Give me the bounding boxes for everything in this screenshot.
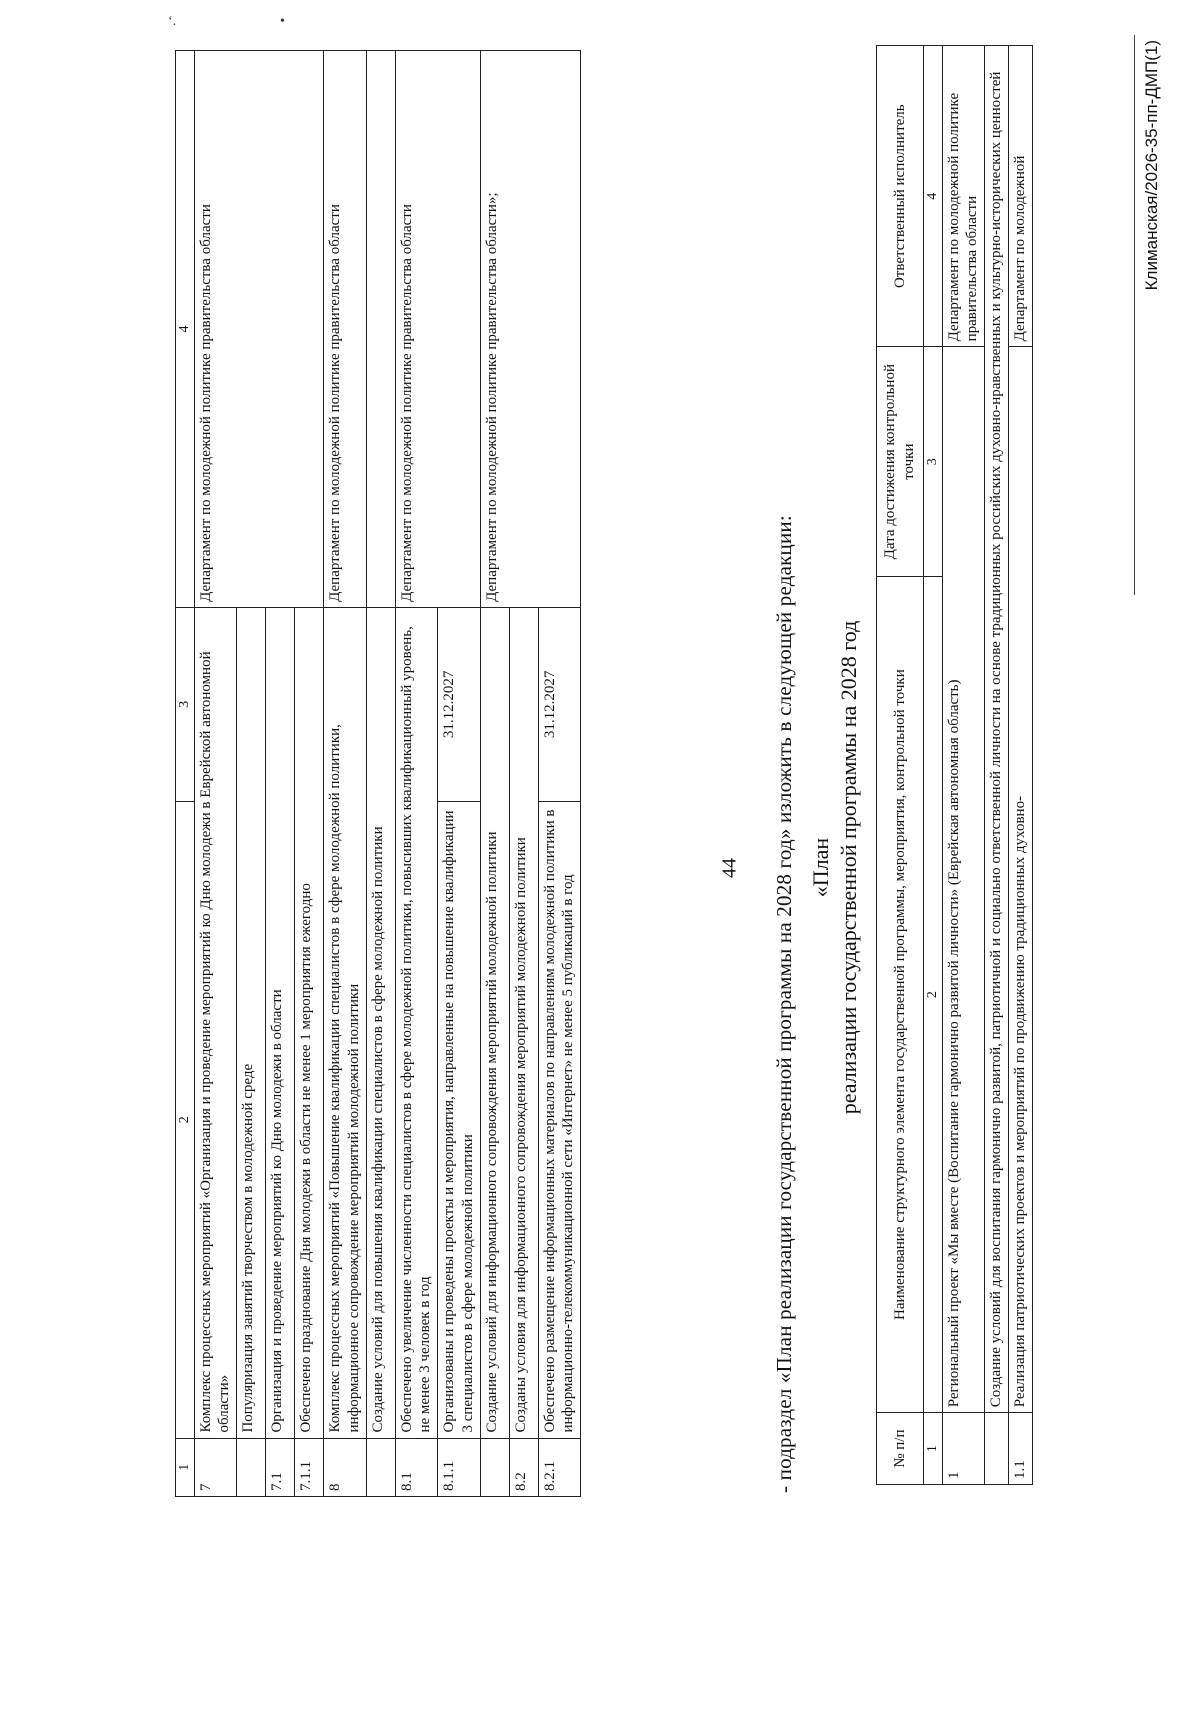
plan-heading: «План: [808, 837, 833, 898]
table-row: 8.2.1 Обеспечено размещение информационных материалов по направлениям молодежной политики в информационно-телекоммуникационной сети «Интернет» не менее 5 публикаций в год 31.12.2027: [538, 51, 581, 1497]
document-code: Климанская/2026-35-пп-ДМП(1): [1142, 40, 1161, 291]
table-row: 1 Региональный проект «Мы вместе (Воспитание гармонично развитой личности» (Еврейская автономная область) Департамент по молодежной политике правительства области: [942, 46, 985, 1485]
scan-mark: ‘.: [168, 14, 177, 29]
table-row: 1.1 Реализация патриотических проектов и мероприятий по продвижению традиционных духовно- Департамент по молодежной: [1008, 46, 1032, 1485]
plan-title: реализации государственной программы на 2028 год: [836, 620, 861, 1115]
table-row: 7 Комплекс процессных мероприятий «Организация и проведение мероприятий ко Дню молодежи в Еврейской автономной области» Департамент по молодежной политике правительства области: [194, 51, 237, 1497]
page-number: 44: [718, 858, 741, 878]
table-row: Создание условий для воспитания гармонично развитой, патриотичной и социально ответственной личности на основе традиционных российских духовно-нравственных и культурно-исторических ценностей: [985, 46, 1009, 1485]
table-row: Создание условий для информационного сопровождения мероприятий молодежной политики Департамент по молодежной политике правительства области»;: [480, 51, 509, 1497]
table-row: 7.1 Организация и проведение мероприятий ко Дню молодежи в области: [266, 51, 295, 1497]
table-row: 8.1 Обеспечено увеличение численности специалистов в сфере молодежной политики, повысивших квалификационный уровень, не менее 3 человек в год Департамент по молодежной политике правительства области: [395, 51, 438, 1497]
table-number-row: 1 2 3 4: [924, 46, 943, 1485]
plan-2028-table: [876, 45, 1033, 1485]
subsection-instruction: - подраздел «План реализации государственной программы на 2028 год» изложить в следующей редакции:: [772, 515, 796, 1493]
table-header-row: № п/п Наименование структурного элемента государственной программы, мероприятия, контрольной точки Дата достижения контрольной точки Ответственный исполнитель: [877, 46, 924, 1485]
footer-divider: [1134, 35, 1135, 595]
table-header-row: 1 2 3 4: [176, 51, 195, 1497]
table-row: 8.1.1 Организованы и проведены проекты и мероприятия, направленные на повышение квалификации 3 специалистов в сфере молодежной политики 31.12.2027: [438, 51, 481, 1497]
table-row: 8 Комплекс процессных мероприятий «Повышение квалификации специалистов в сфере молодежной политики, информационное сопровождение мероприятий молодежной политики Департамент по молодежной политике правительства области: [324, 51, 367, 1497]
table-row: Создание условий для повышения квалификации специалистов в сфере молодежной политики: [366, 51, 395, 1497]
table-row: 8.2 Созданы условия для информационного сопровождения мероприятий молодежной политики: [509, 51, 538, 1497]
table-row: 7.1.1 Обеспечено празднование Дня молодежи в области не менее 1 мероприятия ежегодно: [295, 51, 324, 1497]
scan-mark: •: [280, 14, 285, 29]
activities-table-2027: [175, 50, 581, 1497]
table-row: Популяризация занятий творчеством в молодежной среде: [237, 51, 266, 1497]
